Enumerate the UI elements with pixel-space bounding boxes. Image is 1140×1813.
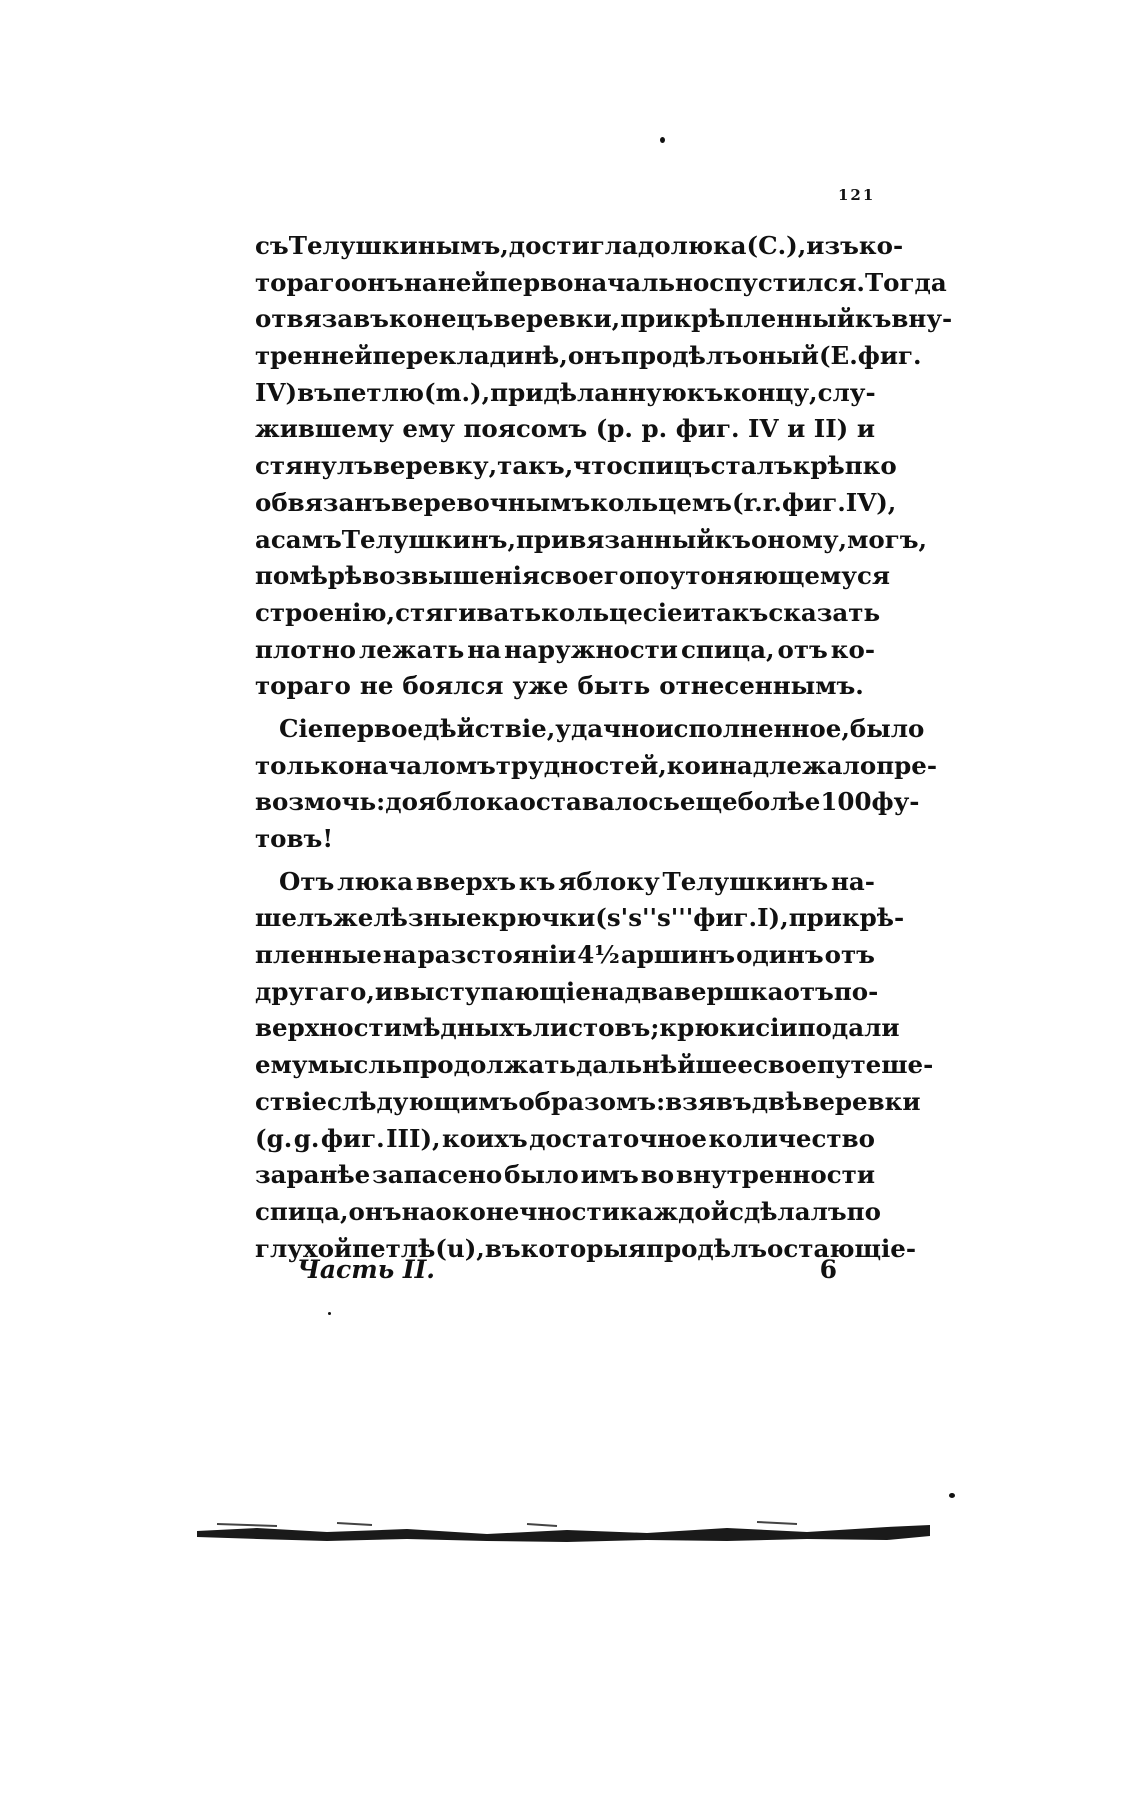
word: образомъ: [518, 1086, 666, 1116]
word: товъ! [255, 824, 334, 853]
word: заранѣе [255, 1160, 371, 1190]
text-line [255, 1010, 900, 1047]
word: утоняющемуся [669, 561, 890, 591]
text-line [255, 900, 905, 937]
word: 4½ [577, 940, 620, 970]
word: такъ [700, 597, 769, 627]
word: пленные [255, 940, 382, 970]
word: r. [762, 487, 782, 517]
word: (r. [731, 487, 763, 517]
word: тренней [255, 341, 373, 371]
word: петлѣ [352, 1233, 436, 1263]
word: слѣдующимъ [327, 1086, 519, 1116]
word: строенію, [255, 597, 396, 627]
word: на [403, 267, 438, 297]
word: спица, [255, 1196, 349, 1226]
word: своего [540, 561, 636, 591]
word: наружности [504, 634, 678, 664]
word: вну- [891, 304, 953, 334]
word: крюки [659, 1013, 756, 1043]
word: ему [402, 414, 455, 444]
word: отъ [777, 634, 828, 664]
word: ему [255, 1050, 308, 1080]
word: 100 [820, 787, 872, 817]
word: въ [484, 1233, 521, 1263]
word: на [590, 976, 625, 1006]
text-line [255, 522, 928, 559]
word: могъ, [847, 524, 928, 554]
word: глухой [255, 1233, 353, 1263]
word: веревочнымъ [391, 487, 591, 517]
word: прикрѣпленный [620, 304, 855, 334]
word: имъ [580, 1160, 639, 1190]
word: коихъ [442, 1123, 528, 1153]
word: люка [670, 231, 747, 260]
word: не [359, 671, 394, 701]
word: сіе [642, 597, 683, 627]
word: III), [386, 1123, 441, 1153]
word: и [856, 414, 875, 444]
word: кольцемъ [590, 487, 732, 517]
word: g. [293, 1123, 320, 1153]
word: надлежало [719, 750, 877, 780]
word: аршинъ [620, 940, 736, 970]
word: крючки [481, 903, 596, 933]
text-line [255, 558, 890, 595]
word: началомъ [354, 750, 496, 780]
word: на [467, 634, 502, 664]
word: кольце [541, 597, 643, 627]
text-line [255, 668, 875, 705]
word: количество [708, 1123, 875, 1153]
word: болѣе [737, 787, 821, 817]
word: было [504, 1160, 579, 1190]
word: и [374, 976, 394, 1006]
word: (С.), [746, 231, 807, 260]
word: IV [748, 414, 779, 444]
word: Отъ [279, 866, 335, 896]
word: фиг. [693, 903, 758, 933]
word: которыя [520, 1233, 647, 1263]
word: яблоку [558, 866, 660, 896]
word: оконечности [435, 1196, 620, 1226]
word: жившему [255, 414, 394, 444]
word: возвышенія [362, 561, 540, 591]
word: самъ [270, 524, 342, 554]
word: до [385, 787, 418, 817]
word: одинъ [736, 940, 824, 970]
word: вверхъ [415, 866, 517, 896]
word: р. [641, 414, 668, 444]
word: запасено [372, 1160, 503, 1190]
word: въ [297, 377, 333, 407]
word: вершка [673, 976, 784, 1006]
word: онъ [350, 267, 404, 297]
word: яблока [417, 787, 520, 817]
word: сдѣлалъ [728, 1196, 847, 1226]
word: желѣзные [333, 903, 482, 933]
word: фиг. [675, 414, 740, 444]
word: продолжать [402, 1050, 577, 1080]
word: обвязанъ [255, 487, 392, 517]
word: дальнѣйшее [576, 1050, 753, 1080]
word: крѣпко [792, 451, 897, 481]
ink-speck [949, 1493, 955, 1498]
text-line [255, 974, 879, 1011]
ink-speck [328, 1312, 331, 1315]
word: (Е. [818, 341, 858, 371]
word: внутренности [675, 1160, 875, 1190]
word: и [787, 414, 806, 444]
text-line [255, 1194, 881, 1231]
word: веревки [802, 1086, 921, 1116]
word: на [401, 1196, 436, 1226]
word: такъ, [497, 451, 574, 481]
word: спицъ [622, 451, 711, 481]
word: мысль [307, 1050, 403, 1080]
text-line [255, 301, 953, 338]
word: сталъ [710, 451, 793, 481]
word: люка [337, 866, 414, 896]
word: исполненное, [655, 713, 850, 743]
page-number: 121 [838, 186, 876, 204]
word: достигла [508, 231, 638, 260]
word: веревку, [372, 451, 498, 481]
word: быть [577, 671, 651, 701]
text-line [255, 228, 904, 265]
word: къ [686, 377, 724, 407]
word: по [255, 561, 290, 591]
word: онъ [348, 1196, 402, 1226]
word: отъ [783, 976, 834, 1006]
word: двѣ [751, 1086, 803, 1116]
word: IV), [845, 487, 897, 517]
word: выступающіе [393, 976, 591, 1006]
word: до [637, 231, 671, 260]
word: оный [741, 341, 819, 371]
text-line [255, 1047, 934, 1084]
word: концу, [723, 377, 818, 407]
word: мѣдныхъ [401, 1013, 533, 1043]
text-line [255, 864, 875, 901]
word: оному, [750, 524, 848, 554]
word: спустился. [709, 267, 865, 297]
word: Тогда [864, 267, 947, 297]
word: веревки, [493, 304, 621, 334]
word: къ [518, 866, 556, 896]
scan-edge-smudge [197, 1510, 930, 1550]
word: привязанный [515, 524, 715, 554]
word: фиг. [320, 1123, 385, 1153]
text-line [255, 375, 875, 412]
word: разстояніи [417, 940, 577, 970]
word: изъ [806, 231, 859, 260]
text-line [255, 632, 875, 669]
word: отъ [824, 940, 875, 970]
word: на [382, 940, 417, 970]
word: первоначально [489, 267, 710, 297]
word: что [573, 451, 623, 481]
word: конецъ [388, 304, 494, 334]
text-line [255, 265, 947, 302]
word: къ [714, 524, 751, 554]
word: Телушкинъ [662, 866, 829, 896]
page-footer [297, 1255, 837, 1284]
word: остающіе- [767, 1233, 917, 1263]
word: боялся [402, 671, 504, 701]
word: удачно [555, 713, 656, 743]
body-text [255, 228, 953, 1267]
word: продѣлъ [646, 1233, 768, 1263]
word: ко- [830, 634, 875, 664]
word: по- [833, 976, 879, 1006]
word: фиг. [857, 341, 922, 371]
word: шелъ [255, 903, 333, 933]
word: сказать [768, 597, 881, 627]
word: (s' [595, 903, 629, 933]
word: а [255, 524, 271, 554]
word: другаго, [255, 976, 375, 1006]
text-line [255, 595, 881, 632]
word: на- [830, 866, 875, 896]
text-line [255, 937, 875, 974]
word: перекладинѣ, [372, 341, 568, 371]
word: отвязавъ [255, 304, 389, 334]
word: мѣрѣ [289, 561, 363, 591]
word: взявъ [665, 1086, 752, 1116]
word: I), [757, 903, 789, 933]
word: поясомъ [463, 414, 588, 444]
word: ко- [858, 231, 904, 260]
word: съ [255, 231, 289, 260]
word: по [635, 561, 670, 591]
word: нeй [437, 267, 490, 297]
word: еще [679, 787, 738, 817]
word: (р. [595, 414, 633, 444]
text-line [255, 711, 925, 748]
text-line [255, 748, 938, 785]
word: тораго [255, 267, 351, 297]
word: Телушкинъ, [341, 524, 516, 554]
text-line [255, 448, 897, 485]
word: листовъ; [532, 1013, 660, 1043]
text-line [255, 485, 897, 522]
word: лежать [359, 634, 465, 664]
word: только [255, 750, 355, 780]
ink-speck [660, 137, 665, 143]
word: дѣйствіе, [423, 713, 556, 743]
word: свое [752, 1050, 817, 1080]
word: s''' [656, 903, 694, 933]
word: путеше- [816, 1050, 934, 1080]
word: возмочь: [255, 787, 386, 817]
word: прикрѣ- [788, 903, 905, 933]
text-line [255, 1121, 875, 1158]
word: первое [323, 713, 424, 743]
word: отнесеннымъ. [659, 671, 864, 701]
word: Сіе [279, 713, 324, 743]
text-line [255, 784, 920, 821]
word: s'' [628, 903, 657, 933]
word: сіи [755, 1013, 798, 1043]
word: онъ [567, 341, 621, 371]
word: петлю [332, 377, 424, 407]
word: подали [797, 1013, 900, 1043]
word: слу- [817, 377, 876, 407]
word: фу- [871, 787, 920, 817]
word: стягивать [395, 597, 542, 627]
text-line [255, 1157, 875, 1194]
word: придѣланную [490, 377, 687, 407]
word: Телушкинымъ, [288, 231, 509, 260]
word: и [682, 597, 701, 627]
text-line [255, 411, 875, 448]
word: фиг. [781, 487, 846, 517]
text-line [255, 338, 922, 375]
word: стянулъ [255, 451, 373, 481]
word: IV) [255, 377, 298, 407]
part-label: Часть II. [297, 1255, 435, 1284]
text-line [255, 821, 875, 858]
word: (m.), [424, 377, 491, 407]
word: во [640, 1160, 675, 1190]
word: уже [512, 671, 569, 701]
word: было [849, 713, 925, 743]
word: трудностей, [495, 750, 667, 780]
word: оставалось [519, 787, 680, 817]
word: (u), [435, 1233, 485, 1263]
word: кои [666, 750, 719, 780]
word: по [846, 1196, 881, 1226]
word: II) [813, 414, 849, 444]
word: плотно [255, 634, 357, 664]
word: каждой [619, 1196, 729, 1226]
word: пре- [876, 750, 938, 780]
word: два [624, 976, 674, 1006]
text-line [255, 1084, 921, 1121]
word: спица, [680, 634, 775, 664]
word: достаточное [529, 1123, 708, 1153]
word: къ [854, 304, 892, 334]
word: тораго [255, 671, 351, 701]
signature-mark: 6 [819, 1255, 837, 1284]
word: (g. [255, 1123, 293, 1153]
word: продѣлъ [620, 341, 742, 371]
word: верхности [255, 1013, 402, 1043]
word: ствіе [255, 1086, 328, 1116]
